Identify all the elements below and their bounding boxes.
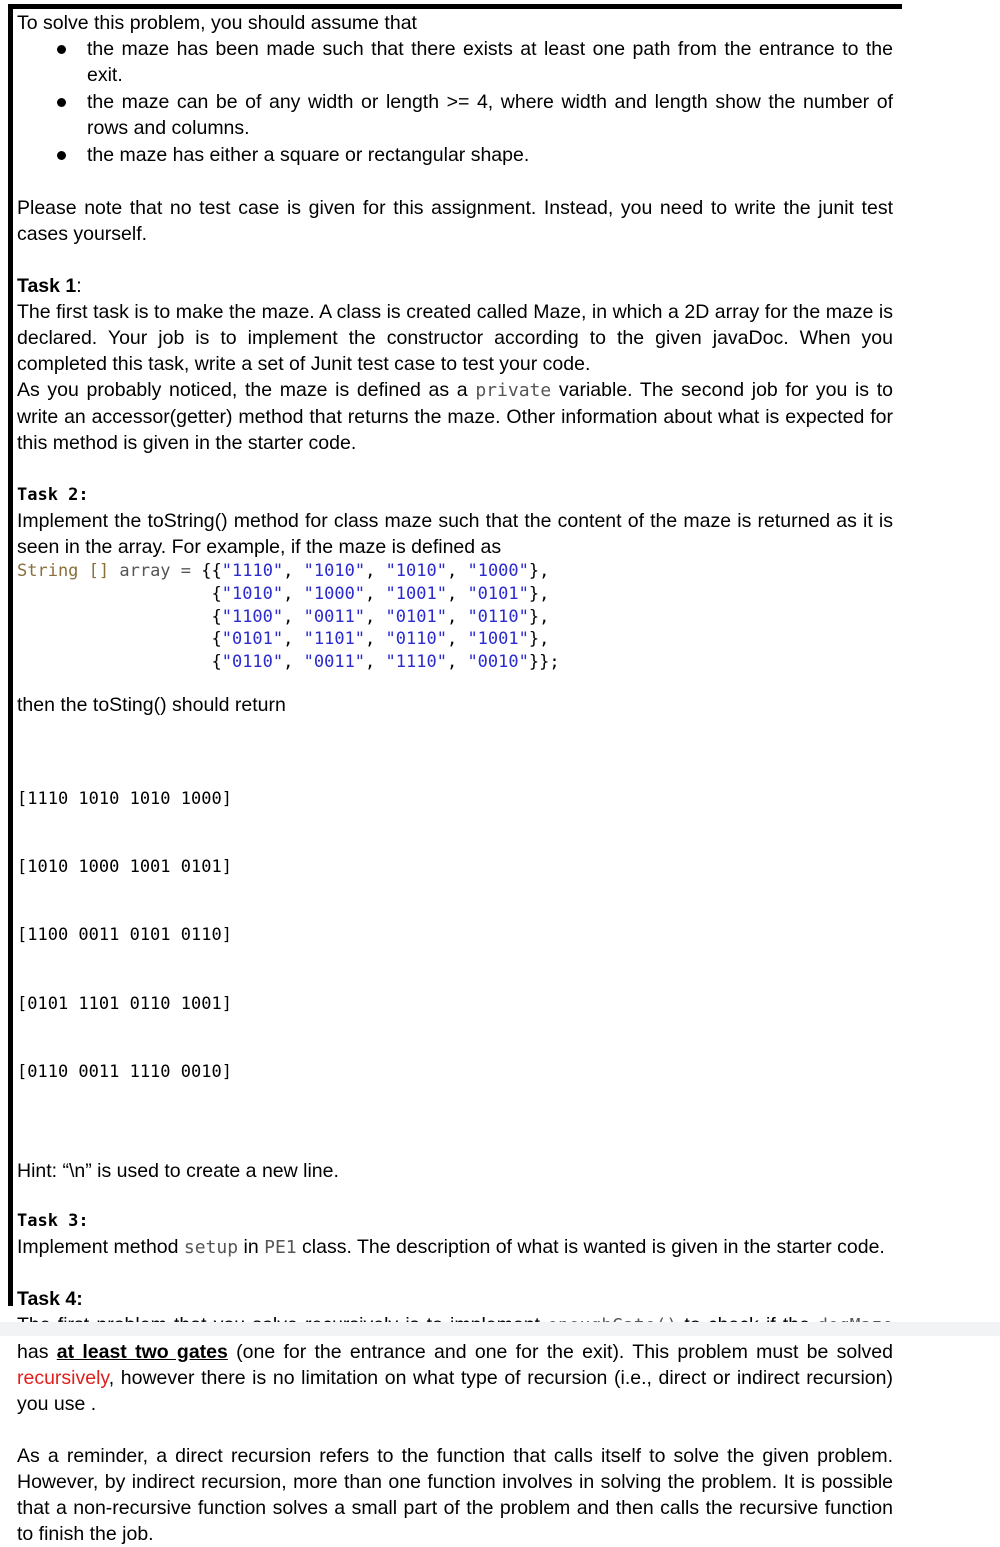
task1-paragraph-1: The first task is to make the maze. A class is created called Maze, in which a 2D array for the maze is declared. Your job is to implement the constructor according to the given javaDoc. When you completed this task, write a set of Junit test case to test your code.	[17, 301, 893, 375]
code-string-literal: "0101"	[467, 583, 529, 604]
inline-code-private: private	[475, 380, 552, 401]
output-line: [0101 1101 0110 1001]	[17, 993, 232, 1014]
bullet-icon	[57, 151, 66, 160]
inline-code-setup: setup	[183, 1236, 239, 1258]
document-body	[17, 10, 893, 1547]
code-string-literal: "1110"	[385, 652, 447, 673]
code-string-literal: "0101"	[385, 606, 447, 627]
task4-heading: Task 4:	[17, 1287, 83, 1310]
task1-paragraph-2: As you probably noticed, the maze is defined as a private variable. The second job for you is to write an accessor(getter) method that returns the maze. Other information about what is expected for this method is given in the starter code.	[17, 379, 893, 454]
array-code-block	[17, 560, 893, 674]
code-string-literal: "1101"	[303, 629, 366, 650]
task3-paragraph: Implement method setup in PE1 class. The description of what is wanted is given in the starter code.	[17, 1235, 885, 1258]
code-line: {"1100", "0011", "0101", "0110"},	[211, 606, 550, 627]
code-variable: array =	[109, 561, 202, 581]
code-string-literal: "1001"	[467, 629, 529, 650]
task4-paragraph: has at least two gates (one for the entrance and one for the exit). This problem must be solved recursively, however there is no limitation on what type of recursion (i.e., direct or indirect recursion) you use .	[17, 1312, 893, 1417]
task2-intro: Implement the toString() method for class maze such that the content of the maze is returned as it is seen in the array. For example, if the maze is defined as	[17, 510, 893, 558]
tostring-output-block	[17, 742, 893, 1130]
task1-heading: Task 1:	[17, 275, 82, 297]
task2-heading: Task 2:	[17, 485, 89, 505]
note-paragraph: Please note that no test case is given for this assignment. Instead, you need to write the junit test cases yourself.	[17, 197, 893, 245]
assumption-item: the maze has been made such that there exists at least one path from the entrance to the exit.	[17, 36, 893, 88]
assumption-list	[17, 36, 893, 168]
reminder-paragraph: As a reminder, a direct recursion refers to the function that calls itself to solve the given problem. However, by indirect recursion, more than one function involves in solving the problem. It is possible that a non-recursive function solves a small part of the problem and then calls the recursive function to finish the job.	[17, 1444, 893, 1545]
intro-lead: To solve this problem, you should assume that	[17, 12, 417, 34]
code-line: {"0110", "0011", "1110", "0010"}};	[211, 652, 560, 673]
code-string-literal: "1100"	[221, 606, 284, 627]
output-line: [1010 1000 1001 0101]	[17, 856, 232, 877]
hint-text: Hint: “\n” is used to create a new line.	[17, 1159, 339, 1182]
task2-then-text: then the toSting() should return	[17, 693, 286, 716]
code-string-literal: "1010"	[221, 583, 284, 604]
code-string-literal: "0011"	[303, 652, 366, 673]
output-line: [1100 0011 0101 0110]	[17, 925, 232, 946]
code-string-literal: "1010"	[385, 561, 447, 581]
bullet-icon	[57, 98, 66, 107]
top-border	[8, 4, 902, 9]
code-type: String []	[17, 561, 110, 581]
code-string-literal: "0110"	[467, 606, 529, 627]
task3-heading: Task 3:	[17, 1210, 89, 1231]
top-border-end	[898, 4, 901, 9]
inline-code-pe1: PE1	[264, 1236, 297, 1258]
code-string-literal: "1110"	[221, 561, 284, 581]
code-line: {"1010", "1000", "1001", "0101"},	[211, 583, 550, 604]
assumption-item: the maze has either a square or rectangular shape.	[17, 142, 893, 168]
assumption-item: the maze can be of any width or length >= 4, where width and length show the number of rows and columns.	[17, 89, 893, 141]
code-string-literal: "1001"	[385, 583, 447, 604]
bullet-icon	[57, 45, 66, 54]
emphasis-recursively: recursively	[17, 1366, 109, 1389]
code-string-literal: "1010"	[303, 561, 366, 581]
page-bottom-edge	[0, 1322, 1000, 1336]
code-string-literal: "0110"	[221, 652, 284, 673]
output-line: [1110 1010 1010 1000]	[17, 788, 232, 809]
code-string-literal: "0010"	[467, 652, 529, 673]
code-string-literal: "0101"	[221, 629, 284, 650]
code-line: {"0101", "1101", "0110", "1001"},	[211, 629, 550, 650]
code-string-literal: "0110"	[385, 629, 447, 650]
output-line: [0110 0011 1110 0010]	[17, 1062, 232, 1083]
emphasis-two-gates: at least two gates	[56, 1340, 228, 1363]
code-string-literal: "0011"	[303, 606, 366, 627]
code-string-literal: "1000"	[303, 583, 366, 604]
code-line: String [] array = {{"1110", "1010", "1010", "1000"},	[17, 561, 550, 581]
code-string-literal: "1000"	[467, 561, 529, 581]
left-border	[8, 4, 13, 1306]
